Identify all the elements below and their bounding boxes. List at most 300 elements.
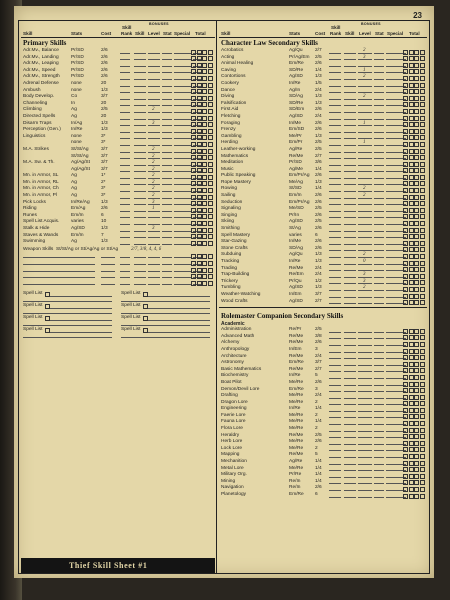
entry-line[interactable] [344,138,356,139]
entry-line[interactable] [344,86,356,87]
entry-line[interactable] [329,270,341,271]
entry-line[interactable] [162,79,172,80]
entry-line[interactable] [344,79,356,80]
entry-line[interactable] [358,437,372,438]
entry-line[interactable] [174,92,192,93]
entry-line[interactable] [134,204,146,205]
entry-line[interactable] [374,411,384,412]
entry-line[interactable] [162,158,172,159]
entry-line[interactable] [174,138,192,139]
entry-line[interactable] [148,145,160,146]
entry-line[interactable] [134,231,146,232]
entry-line[interactable] [344,237,356,238]
entry-line[interactable] [329,417,341,418]
entry-line[interactable] [358,119,372,120]
entry-line[interactable] [374,138,384,139]
entry-line[interactable] [134,72,146,73]
entry-line[interactable] [162,264,172,265]
entry-line[interactable] [358,490,372,491]
entry-line[interactable] [120,171,130,172]
entry-line[interactable] [329,86,341,87]
spell-list-line[interactable] [50,332,112,333]
entry-line[interactable] [329,231,341,232]
entry-line[interactable] [358,497,372,498]
entry-line[interactable] [120,125,130,126]
entry-line[interactable] [358,464,372,465]
entry-line[interactable] [134,158,146,159]
entry-line[interactable] [329,345,341,346]
entry-line[interactable] [134,211,146,212]
entry-line[interactable] [344,184,356,185]
entry-line[interactable] [358,224,372,225]
entry-line[interactable] [329,283,341,284]
rank-checkbox[interactable] [197,281,202,286]
entry-line[interactable] [344,404,356,405]
entry-line[interactable] [358,358,372,359]
entry-line[interactable] [174,204,192,205]
entry-line[interactable] [148,237,160,238]
entry-line[interactable] [374,470,384,471]
entry-line[interactable] [344,444,356,445]
entry-line[interactable] [23,271,95,272]
entry-line[interactable] [329,483,341,484]
entry-line[interactable] [374,99,384,100]
entry-line[interactable] [174,198,192,199]
entry-line[interactable] [120,79,130,80]
entry-line[interactable] [329,204,341,205]
entry-line[interactable] [374,437,384,438]
entry-line[interactable] [329,457,341,458]
entry-line[interactable] [120,72,130,73]
entry-line[interactable] [374,204,384,205]
entry-line[interactable] [148,92,160,93]
entry-line[interactable] [329,398,341,399]
entry-line[interactable] [374,72,384,73]
entry-line[interactable] [329,277,341,278]
entry-line[interactable] [374,152,384,153]
entry-line[interactable] [174,53,192,54]
entry-line[interactable] [329,250,341,251]
entry-line[interactable] [120,204,130,205]
entry-line[interactable] [358,365,372,366]
entry-line[interactable] [174,171,192,172]
entry-line[interactable] [134,178,146,179]
entry-line[interactable] [374,112,384,113]
entry-line[interactable] [134,86,146,87]
entry-line[interactable] [134,191,146,192]
entry-line[interactable] [374,457,384,458]
rank-checkbox[interactable] [403,494,408,499]
entry-line[interactable] [120,86,130,87]
entry-line[interactable] [374,119,384,120]
entry-line[interactable] [374,244,384,245]
entry-line[interactable] [329,72,341,73]
entry-line[interactable] [358,244,372,245]
entry-line[interactable] [358,378,372,379]
entry-line[interactable] [344,490,356,491]
entry-line[interactable] [358,483,372,484]
entry-line[interactable] [329,437,341,438]
entry-line[interactable] [344,352,356,353]
entry-line[interactable] [329,477,341,478]
entry-line[interactable] [174,244,192,245]
entry-line[interactable] [344,411,356,412]
entry-line[interactable] [344,112,356,113]
entry-line[interactable] [374,191,384,192]
entry-line[interactable] [174,231,192,232]
entry-line[interactable] [344,303,356,304]
entry-line[interactable] [329,178,341,179]
entry-line[interactable] [358,398,372,399]
entry-line[interactable] [329,198,341,199]
entry-line[interactable] [162,231,172,232]
entry-line[interactable] [148,264,160,265]
entry-line[interactable] [358,391,372,392]
spell-list-line[interactable] [121,337,210,338]
entry-line[interactable] [148,132,160,133]
entry-line[interactable] [374,297,384,298]
entry-line[interactable] [344,424,356,425]
entry-line[interactable] [358,112,372,113]
entry-line[interactable] [329,297,341,298]
entry-line[interactable] [162,53,172,54]
entry-line[interactable] [329,145,341,146]
entry-line[interactable] [148,277,160,278]
entry-line[interactable] [120,158,130,159]
entry-line[interactable] [329,303,341,304]
entry-line[interactable] [162,112,172,113]
entry-line[interactable] [358,217,372,218]
entry-line[interactable] [358,477,372,478]
entry-line[interactable] [134,105,146,106]
entry-line[interactable] [344,483,356,484]
entry-line[interactable] [329,237,341,238]
entry-line[interactable] [101,264,115,265]
entry-line[interactable] [329,371,341,372]
entry-line[interactable] [344,105,356,106]
entry-line[interactable] [374,404,384,405]
rank-checkbox[interactable] [420,494,425,499]
entry-line[interactable] [134,99,146,100]
entry-line[interactable] [358,345,372,346]
entry-line[interactable] [344,53,356,54]
entry-line[interactable] [134,198,146,199]
entry-line[interactable] [374,391,384,392]
entry-line[interactable] [120,271,130,272]
entry-line[interactable] [344,283,356,284]
entry-line[interactable] [120,105,130,106]
entry-line[interactable] [344,358,356,359]
entry-line[interactable] [174,79,192,80]
entry-line[interactable] [344,204,356,205]
entry-line[interactable] [174,99,192,100]
entry-line[interactable] [358,332,372,333]
entry-line[interactable] [374,417,384,418]
entry-line[interactable] [344,191,356,192]
entry-line[interactable] [162,184,172,185]
entry-line[interactable] [358,204,372,205]
entry-line[interactable] [329,365,341,366]
entry-line[interactable] [174,145,192,146]
entry-line[interactable] [358,411,372,412]
entry-line[interactable] [374,250,384,251]
entry-line[interactable] [329,450,341,451]
entry-line[interactable] [329,332,341,333]
entry-line[interactable] [374,66,384,67]
entry-line[interactable] [374,365,384,366]
entry-line[interactable] [148,119,160,120]
entry-line[interactable] [134,53,146,54]
entry-line[interactable] [374,483,384,484]
entry-line[interactable] [162,66,172,67]
entry-line[interactable] [344,431,356,432]
entry-line[interactable] [101,284,115,285]
entry-line[interactable] [174,86,192,87]
spell-list-line[interactable] [50,308,112,309]
entry-line[interactable] [358,417,372,418]
entry-line[interactable] [148,224,160,225]
entry-line[interactable] [162,284,172,285]
entry-line[interactable] [358,338,372,339]
entry-line[interactable] [162,198,172,199]
entry-line[interactable] [174,178,192,179]
entry-line[interactable] [358,352,372,353]
entry-line[interactable] [101,277,115,278]
entry-line[interactable] [134,224,146,225]
entry-line[interactable] [120,244,130,245]
entry-line[interactable] [162,237,172,238]
entry-line[interactable] [134,271,146,272]
entry-line[interactable] [358,303,372,304]
entry-line[interactable] [174,112,192,113]
entry-line[interactable] [329,431,341,432]
entry-line[interactable] [374,53,384,54]
entry-line[interactable] [162,152,172,153]
entry-line[interactable] [148,244,160,245]
entry-line[interactable] [329,79,341,80]
entry-line[interactable] [344,365,356,366]
entry-line[interactable] [134,119,146,120]
entry-line[interactable] [329,112,341,113]
entry-line[interactable] [148,86,160,87]
entry-line[interactable] [329,152,341,153]
entry-line[interactable] [358,431,372,432]
entry-line[interactable] [134,79,146,80]
entry-line[interactable] [174,224,192,225]
entry-line[interactable] [374,303,384,304]
entry-line[interactable] [344,171,356,172]
entry-line[interactable] [344,244,356,245]
entry-line[interactable] [374,450,384,451]
entry-line[interactable] [134,59,146,60]
spell-list-line[interactable] [148,308,210,309]
entry-line[interactable] [374,464,384,465]
entry-line[interactable] [174,217,192,218]
entry-line[interactable] [374,217,384,218]
entry-line[interactable] [344,417,356,418]
entry-line[interactable] [148,257,160,258]
entry-line[interactable] [162,244,172,245]
entry-line[interactable] [344,338,356,339]
entry-line[interactable] [344,270,356,271]
entry-line[interactable] [162,271,172,272]
entry-line[interactable] [174,191,192,192]
entry-line[interactable] [120,99,130,100]
entry-line[interactable] [134,145,146,146]
entry-line[interactable] [358,371,372,372]
entry-line[interactable] [358,444,372,445]
entry-line[interactable] [358,138,372,139]
entry-line[interactable] [374,132,384,133]
entry-line[interactable] [162,178,172,179]
entry-line[interactable] [23,257,95,258]
entry-line[interactable] [358,171,372,172]
entry-line[interactable] [374,358,384,359]
entry-line[interactable] [374,497,384,498]
entry-line[interactable] [344,217,356,218]
entry-line[interactable] [134,125,146,126]
spell-list-line[interactable] [50,296,112,297]
spell-list-line[interactable] [50,320,112,321]
entry-line[interactable] [374,431,384,432]
entry-line[interactable] [120,53,130,54]
entry-line[interactable] [134,257,146,258]
entry-line[interactable] [148,138,160,139]
entry-line[interactable] [329,53,341,54]
entry-line[interactable] [148,105,160,106]
entry-line[interactable] [344,257,356,258]
entry-line[interactable] [120,132,130,133]
entry-line[interactable] [344,119,356,120]
entry-line[interactable] [344,125,356,126]
entry-line[interactable] [344,145,356,146]
entry-line[interactable] [120,184,130,185]
entry-line[interactable] [374,211,384,212]
entry-line[interactable] [329,411,341,412]
entry-line[interactable] [344,231,356,232]
entry-line[interactable] [374,345,384,346]
entry-line[interactable] [374,125,384,126]
entry-line[interactable] [358,424,372,425]
entry-line[interactable] [358,457,372,458]
entry-line[interactable] [174,105,192,106]
entry-line[interactable] [162,86,172,87]
entry-line[interactable] [23,284,95,285]
entry-line[interactable] [344,470,356,471]
entry-line[interactable] [120,198,130,199]
entry-line[interactable] [174,119,192,120]
entry-line[interactable] [344,437,356,438]
entry-line[interactable] [23,277,95,278]
entry-line[interactable] [148,99,160,100]
entry-line[interactable] [358,92,372,93]
entry-line[interactable] [344,297,356,298]
entry-line[interactable] [374,371,384,372]
entry-line[interactable] [344,165,356,166]
entry-line[interactable] [329,290,341,291]
entry-line[interactable] [329,257,341,258]
entry-line[interactable] [344,59,356,60]
entry-line[interactable] [374,224,384,225]
entry-line[interactable] [329,244,341,245]
entry-line[interactable] [374,352,384,353]
entry-line[interactable] [174,184,192,185]
entry-line[interactable] [358,152,372,153]
entry-line[interactable] [358,231,372,232]
entry-line[interactable] [329,138,341,139]
entry-line[interactable] [329,171,341,172]
entry-line[interactable] [344,398,356,399]
entry-line[interactable] [358,211,372,212]
entry-line[interactable] [374,231,384,232]
entry-line[interactable] [329,184,341,185]
entry-line[interactable] [374,338,384,339]
entry-line[interactable] [344,198,356,199]
entry-line[interactable] [134,184,146,185]
entry-line[interactable] [329,424,341,425]
entry-line[interactable] [329,464,341,465]
entry-line[interactable] [374,59,384,60]
entry-line[interactable] [23,264,95,265]
entry-line[interactable] [358,470,372,471]
rank-checkbox[interactable] [414,494,419,499]
entry-line[interactable] [162,125,172,126]
entry-line[interactable] [134,112,146,113]
entry-line[interactable] [162,211,172,212]
entry-line[interactable] [329,497,341,498]
entry-line[interactable] [358,404,372,405]
entry-line[interactable] [162,257,172,258]
entry-line[interactable] [329,391,341,392]
entry-line[interactable] [162,191,172,192]
entry-line[interactable] [344,158,356,159]
entry-line[interactable] [174,152,192,153]
entry-line[interactable] [162,138,172,139]
entry-line[interactable] [344,152,356,153]
entry-line[interactable] [344,371,356,372]
entry-line[interactable] [120,152,130,153]
entry-line[interactable] [374,79,384,80]
entry-line[interactable] [329,338,341,339]
entry-line[interactable] [329,444,341,445]
entry-line[interactable] [148,271,160,272]
entry-line[interactable] [374,257,384,258]
entry-line[interactable] [358,158,372,159]
entry-line[interactable] [162,224,172,225]
entry-line[interactable] [134,165,146,166]
entry-line[interactable] [374,332,384,333]
entry-line[interactable] [120,264,130,265]
entry-line[interactable] [374,378,384,379]
entry-line[interactable] [120,138,130,139]
entry-line[interactable] [162,59,172,60]
entry-line[interactable] [148,53,160,54]
entry-line[interactable] [134,284,146,285]
entry-line[interactable] [374,270,384,271]
entry-line[interactable] [162,171,172,172]
entry-line[interactable] [344,66,356,67]
entry-line[interactable] [120,237,130,238]
entry-line[interactable] [344,92,356,93]
entry-line[interactable] [162,119,172,120]
entry-line[interactable] [162,92,172,93]
rank-checkbox[interactable] [409,494,414,499]
entry-line[interactable] [162,99,172,100]
entry-line[interactable] [374,264,384,265]
entry-line[interactable] [174,237,192,238]
entry-line[interactable] [329,264,341,265]
entry-line[interactable] [148,72,160,73]
